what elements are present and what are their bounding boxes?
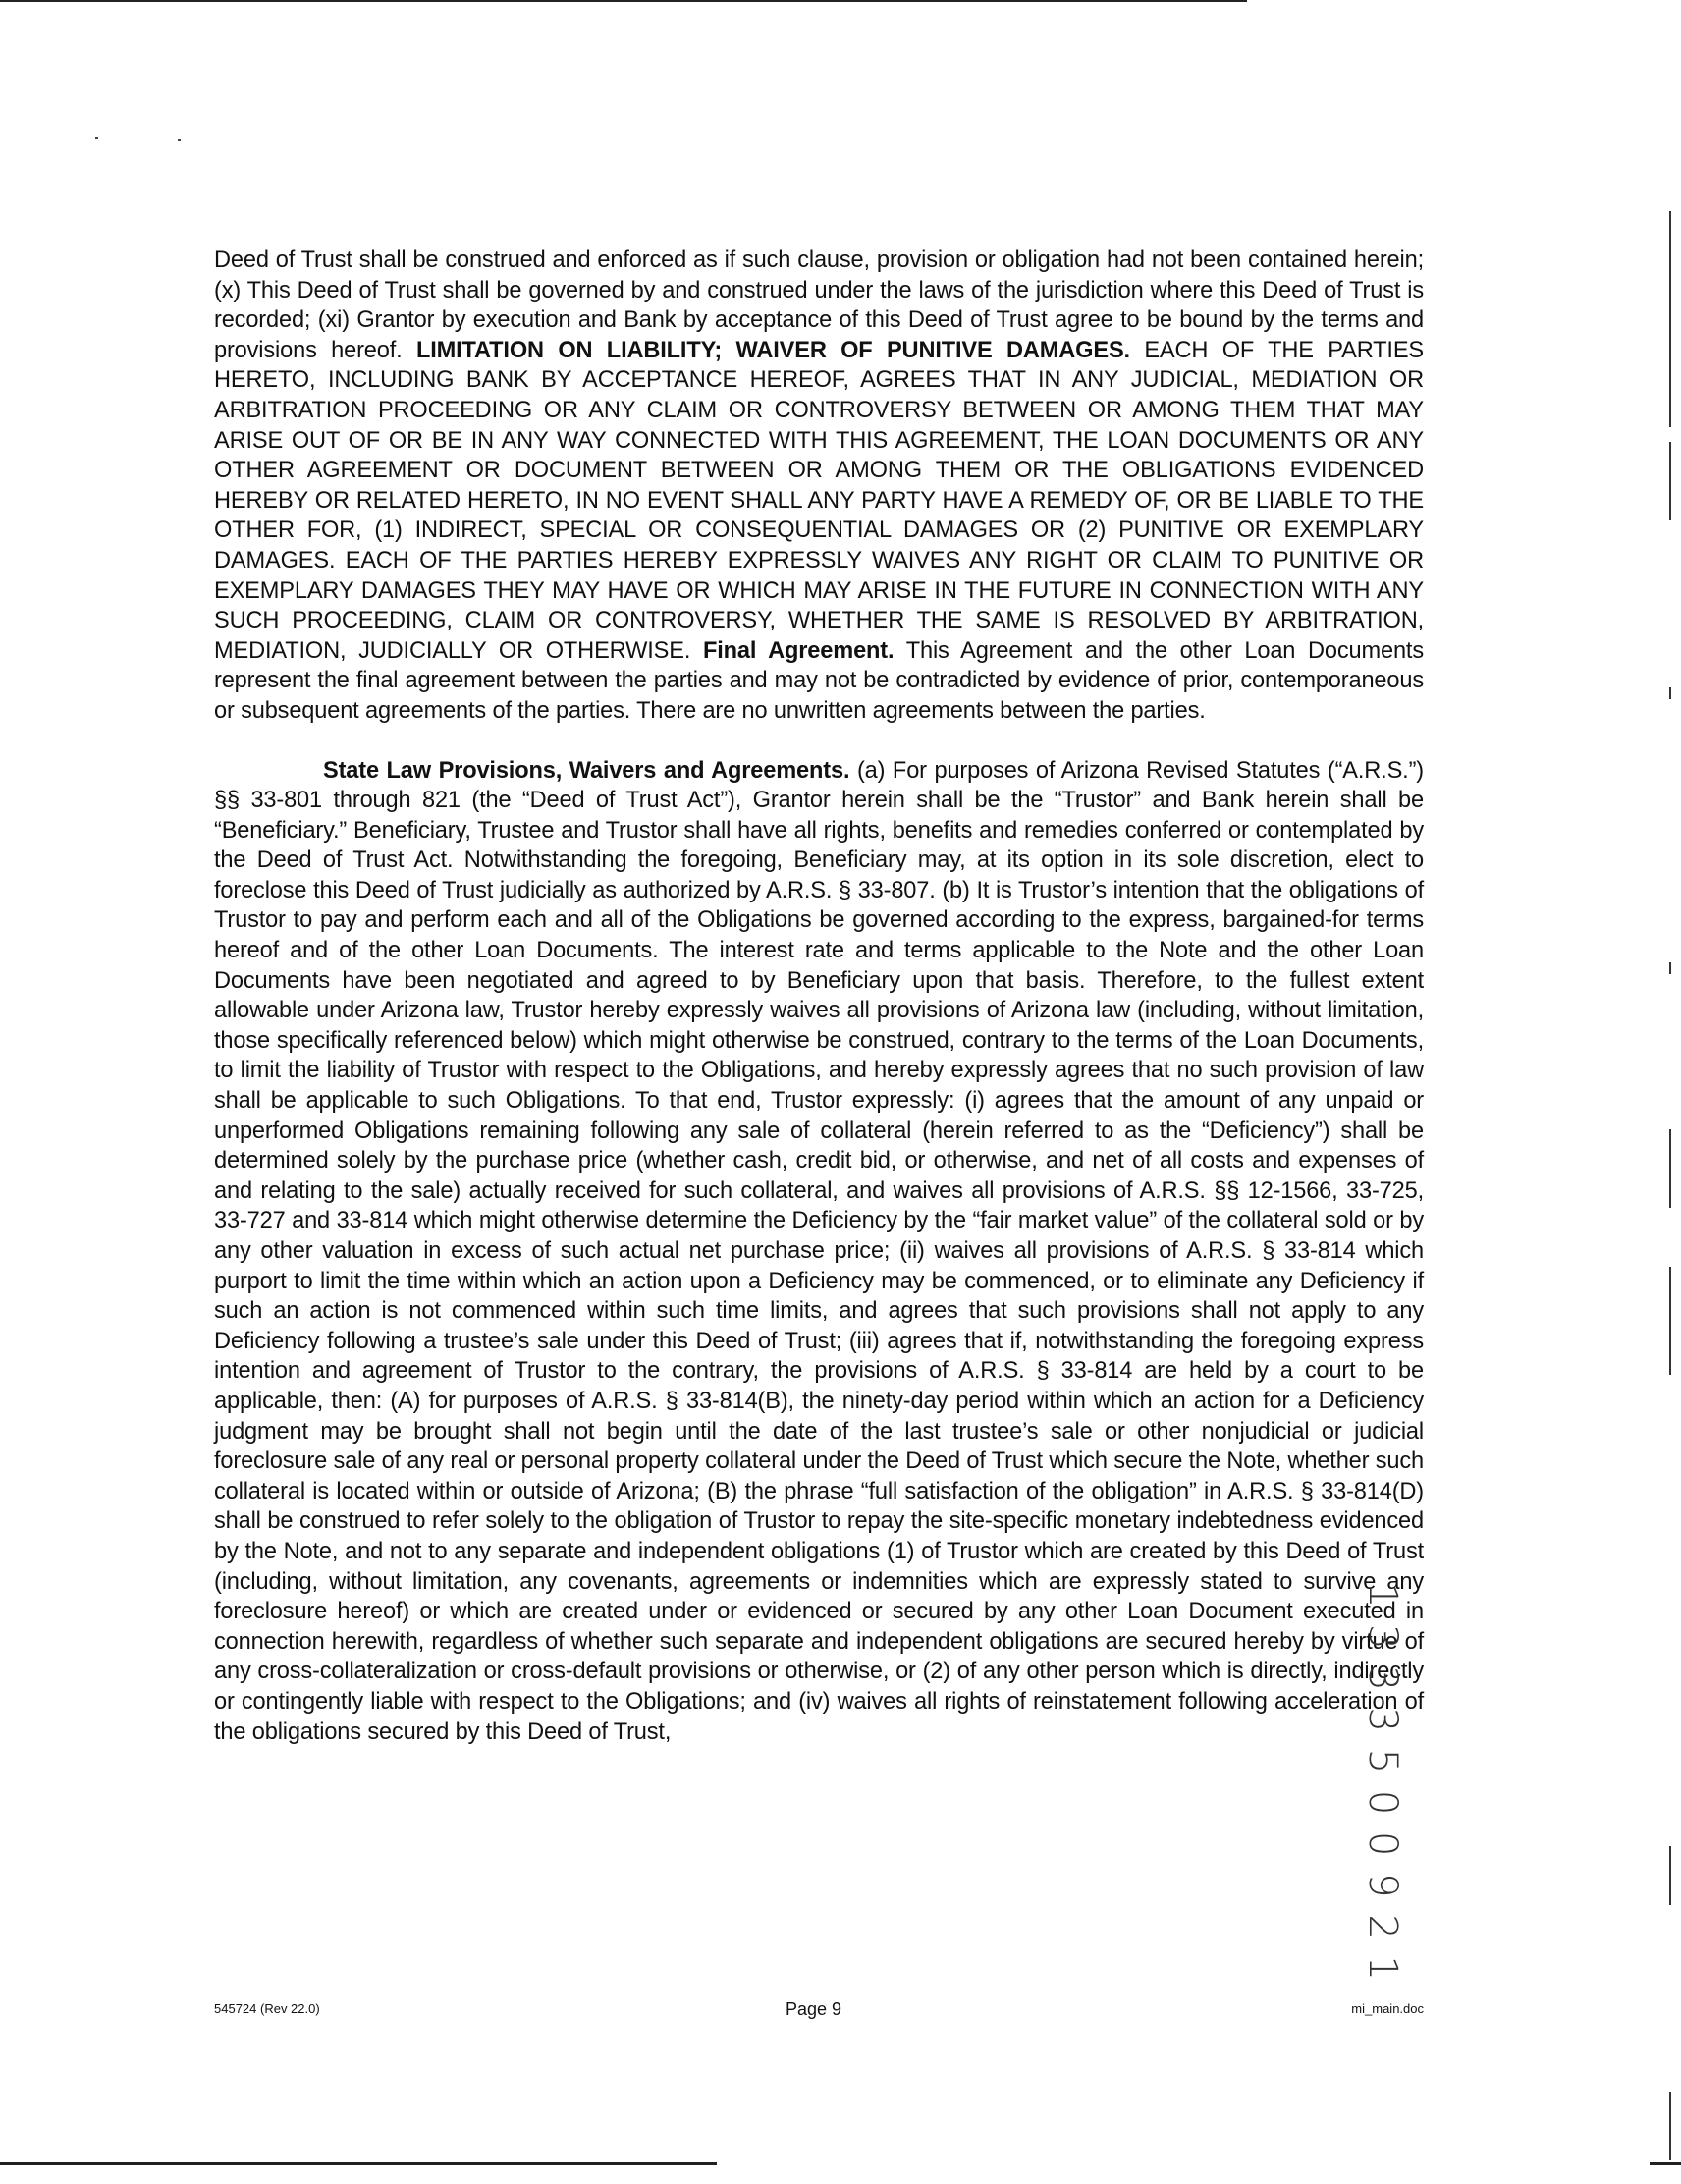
state-law-heading: State Law Provisions, Waivers and Agreements.: [323, 757, 850, 784]
form-number: 545724 (Rev 22.0): [214, 2001, 320, 2016]
document-filename: mi_main.doc: [1351, 2001, 1424, 2016]
right-edge-rule: [1669, 1846, 1671, 1905]
bottom-scan-rule: [1650, 2162, 1681, 2165]
right-edge-rule: [1669, 1267, 1671, 1375]
bottom-scan-rule: [0, 2162, 717, 2165]
limitation-heading: LIMITATION ON LIABILITY; WAIVER OF PUNITIVE DAMAGES.: [415, 337, 1130, 363]
paragraph-text: This Agreement and the other Loan Documents represent the final agreement between the parties and may not be contradicted by evidence of prior, contemporaneous or subsequent agreements of the parties. There are no unwritten agreements between the parties.: [214, 637, 1424, 724]
document-body: [214, 246, 1424, 1747]
right-edge-rule: [1669, 1129, 1671, 1208]
right-edge-rule: [1669, 442, 1671, 520]
paragraph-text: EACH OF THE PARTIES HERETO, INCLUDING BANK BY ACCEPTANCE HEREOF, AGREES THAT IN ANY JUDICIAL, MEDIATION OR ARBITRATION PROCEEDING OR ANY CLAIM OR CONTROVERSY BETWEEN OR AMONG THEM THAT MAY ARISE OUT OF OR BE IN ANY WAY CONNECTED WITH THIS AGREEMENT, THE LOAN DOCUMENTS OR ANY OTHER AGREEMENT OR DOCUMENT BETWEEN OR AMONG THEM OR THE OBLIGATIONS EVIDENCED HEREBY OR RELATED HERETO, IN NO EVENT SHALL ANY PARTY HAVE A REMEDY OF, OR BE LIABLE TO THE OTHER FOR, (1) INDIRECT, SPECIAL OR CONSEQUENTIAL DAMAGES OR (2) PUNITIVE OR EXEMPLARY DAMAGES. EACH OF THE PARTIES HEREBY EXPRESSLY WAIVES ANY RIGHT OR CLAIM TO PUNITIVE OR EXEMPLARY DAMAGES THEY MAY HAVE OR WHICH MAY ARISE IN THE FUTURE IN CONNECTION WITH ANY SUCH PROCEEDING, CLAIM OR CONTROVERSY, WHETHER THE SAME IS RESOLVED BY ARBITRATION, MEDIATION, JUDICIALLY OR OTHERWISE.: [214, 337, 1424, 664]
paragraph-state-law-provisions: [214, 756, 1424, 1748]
paragraph-text: (a) For purposes of Arizona Revised Statutes (“A.R.S.”) §§ 33-801 through 821 (the “Deed of Trust Act”), Grantor herein shall be the “Trustor” and Bank herein shall be “Beneficiary.” Beneficiary, Trustee and Trustor shall have all rights, benefits and remedies conferred or contemplated by the Deed of Trust Act. Notwithstanding the foregoing, Beneficiary may, at its option in its sole discretion, elect to foreclose this Deed of Trust judicially as authorized by A.R.S. § 33-807. (b) It is Trustor’s intention that the obligations of Trustor to pay and perform each and all of the Obligations be governed according to the express, bargained-for terms hereof and of the other Loan Documents. The interest rate and terms applicable to the Note and the other Loan Documents have been negotiated and agreed to by Beneficiary upon that basis. Therefore, to the fullest extent allowable under Arizona law, Trustor hereby expressly waives all provisions of Arizona law (including, without limitation, those specifically referenced below) which might otherwise be construed, contrary to the terms of the Loan Documents, to limit the liability of Trustor with respect to the Obligations, and hereby expressly agrees that no such provision of law shall be applicable to such Obligations. To that end, Trustor expressly: (i) agrees that the amount of any unpaid or unperformed Obligations remaining following any sale of collateral (herein referred to as the “Deficiency”) shall be determined solely by the purchase price (whether cash, credit bid, or otherwise, and net of all costs and expenses of and relating to the sale) actually received for such collateral, and waives all provisions of A.R.S. §§ 12-1566, 33-725, 33-727 and 33-814 which might otherwise determine the Deficiency by the “fair market value” of the collateral sold or by any other valuation in excess of such actual net purchase price; (ii) waives all provisions of A.R.S. § 33-814 which purport to limit the time within which an action upon a Deficiency may be commenced, or to eliminate any Deficiency if such an action is not commenced within such time limits, and agrees that such provisions shall not apply to any Deficiency following a trustee’s sale under this Deed of Trust; (iii) agrees that if, notwithstanding the foregoing express intention and agreement of Trustor to the contrary, the provisions of A.R.S. § 33-814 are held by a court to be applicable, then: (A) for purposes of A.R.S. § 33-814(B), the ninety-day period within which an action for a Deficiency judgment may be brought shall not begin until the date of the last trustee’s sale or other nonjudicial or judicial foreclosure sale of any real or personal property collateral under the Deed of Trust which secure the Note, whether such collateral is located within or outside of Arizona; (B) the phrase “full satisfaction of the obligation” in A.R.S. § 33-814(D) shall be construed to refer solely to the obligation of Trustor to repay the site-specific monetary indebtedness evidenced by the Note, and not to any separate and independent obligations (1) of Trustor which are created by this Deed of Trust (including, without limitation, any covenants, agreements or indemnities which are expressly stated to survive any foreclosure hereof) or which are created under or evidenced or secured by any other Loan Document executed in connection herewith, regardless of whether such separate and independent obligations are secured hereby by virtue of any cross-collateralization or cross-default provisions or otherwise, or (2) of any other person which is directly, indirectly or contingently liable with respect to the Obligations; and (iv) waives all rights of reinstatement following acceleration of the obligations secured by this Deed of Trust,: [214, 757, 1424, 1745]
page-footer: [214, 2001, 1424, 2025]
scan-speck: [178, 139, 181, 141]
page-number: Page 9: [786, 1999, 842, 2019]
paragraph-text: Deed of Trust shall be construed and enforced as if such clause, provision or obligation had not been contained herein; (x) This Deed of Trust shall be governed by and construed under the laws of the jurisdiction where this Deed of Trust is recorded; (xi) Grantor by execution and Bank by acceptance of this Deed of Trust agree to be bound by the terms and provisions hereof.: [214, 247, 1424, 363]
right-edge-rule: [1669, 687, 1671, 699]
right-edge-rule: [1669, 2092, 1671, 2160]
final-agreement-heading: Final Agreement.: [702, 637, 895, 664]
scan-speck: [95, 137, 98, 139]
right-edge-rule: [1669, 211, 1671, 427]
top-scan-rule: [0, 0, 1247, 2]
right-edge-rule: [1669, 962, 1671, 974]
paragraph-limitation-of-liability: [214, 246, 1424, 727]
recording-stamp: 1 3 3 3 5 0 0 9 2 1: [1360, 1583, 1405, 1983]
